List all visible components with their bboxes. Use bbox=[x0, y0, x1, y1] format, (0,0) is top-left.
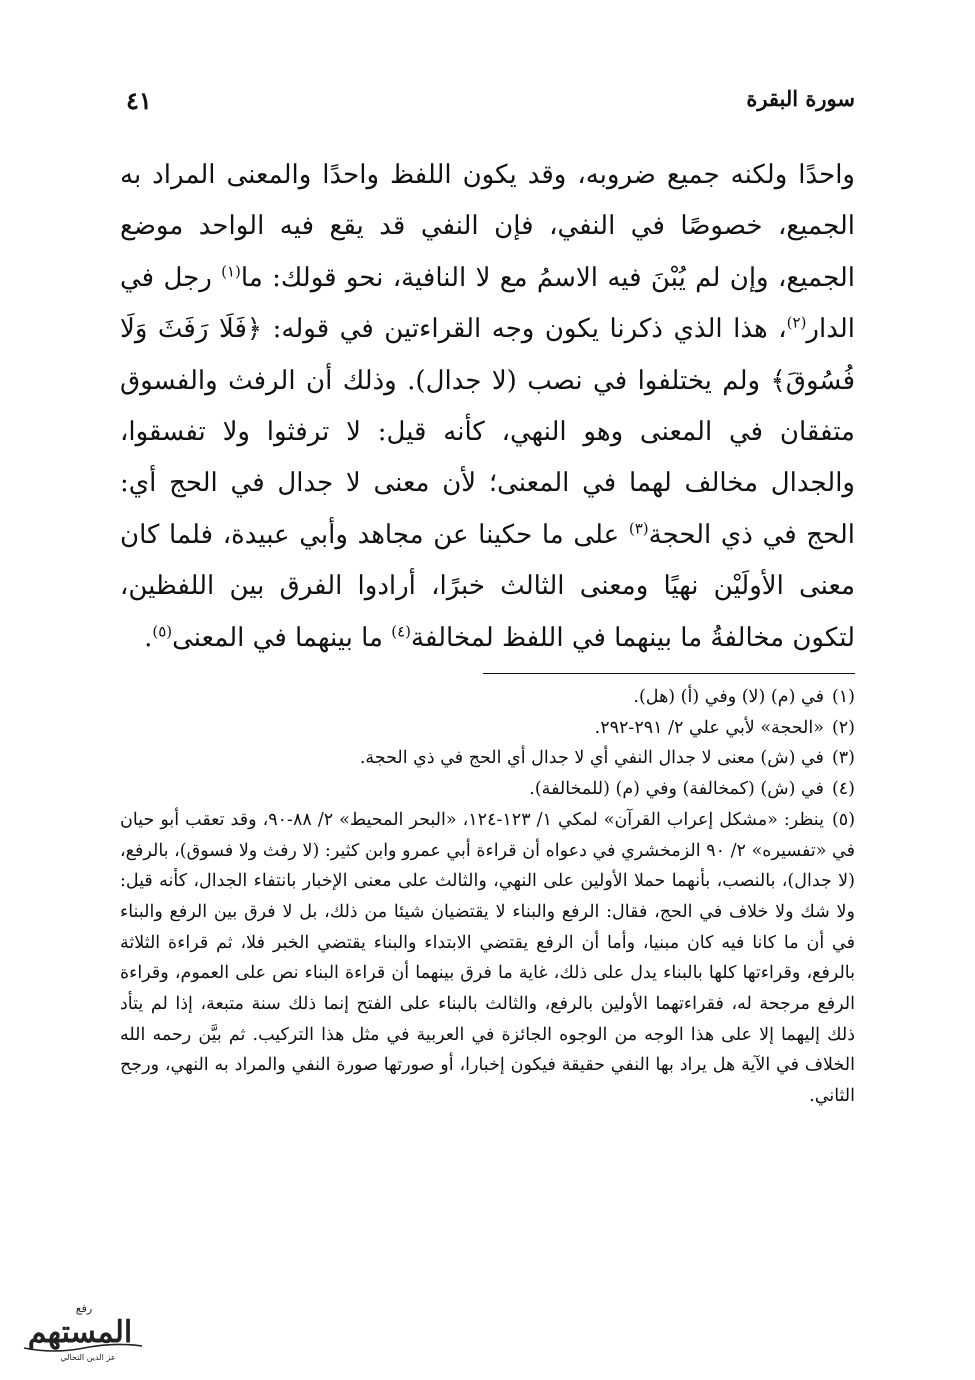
main-text-segment: على ما حكينا عن مجاهد وأبي عبيدة، فلما كان معنى الأولَيْن نهيًا ومعنى الثالث خبرًا، أرادوا الفرق بين اللفظين، لتكون مخالفةُ ما بينهما في اللفظ لمخالفة bbox=[120, 519, 855, 653]
footnote-number: (٣) bbox=[831, 748, 855, 769]
footnote-number: (٤) bbox=[831, 779, 855, 800]
main-text-segment: رجل في الدار bbox=[120, 262, 855, 345]
footnote-text: ينظر: «مشكل إعراب القرآن» لمكي ١/ ١٢٣-١٢٤، «البحر المحيط» ٢/ ٨٨-٩٠، وقد تعقب أبو حيان في «تفسيره» ٢/ ٩٠ الزمخشري في دعواه أن قراءة أبي عمرو وابن كثير: (لا رفث ولا فسوق)، بالرفع، (لا جدال)، بالنصب، بأنهما حملا الأولين على النهي، والثالث على معنى الإخبار بانتفاء الجدال، كأنه قيل: ولا شك ولا خلاف في الحج، فقال: الرفع والبناء لا يقتضيان شيئا من ذلك، بل لا فرق بين الرفع والبناء في أن ما كانا فيه كان مبنيا، وأما أن الرفع يقتضي الابتداء والبناء يقتضي الخبر فلا، ثم قراءة الثلاثة بالرفع، وقراءتها كلها بالبناء يدل على ذلك، غاية ما فرق بينهما أن قراءة البناء نص على العموم، وقراءة الرفع مرجحة له، فقراءتهما الأولين بالرفع، والثالث بالبناء على الفتح إنما ذلك سنة متبعة، إذا لم يتأد ذلك إليهما إلا على هذا الوجه من الوجوه الجائزة في العربية في مثل هذا التركيب. ثم بيَّن رحمه الله الخلاف في الآية هل يراد بها النفي حقيقة فيكون إخبارا، أو صورتها صورة النفي والمراد به النهي، ورجح الثاني. bbox=[120, 809, 855, 1107]
footnote-ref-2: (٢) bbox=[786, 313, 807, 332]
footnote-ref-3: (٣) bbox=[628, 519, 649, 538]
main-text-segment: ، هذا الذي ذكرنا يكون وجه القراءتين في قوله: ﴿فَلَا رَفَثَ وَلَا فُسُوقَ﴾ ولم يختلفوا في نصب (لا جدال). وذلك أن الرفث والفسوق متفقان في المعنى وهو النهي، كأنه قيل: لا ترفثوا ولا تفسقوا، والجدال مخالف لهما في المعنى؛ لأن معنى لا جدال في الحج أي: الحج في ذي الحجة bbox=[120, 314, 855, 550]
footnote-text: في (م) (لا) وفي (أ) (هل). bbox=[633, 687, 824, 707]
publisher-logo bbox=[14, 1298, 149, 1364]
logo-top-word: رفع bbox=[75, 1302, 93, 1315]
footnote-number: (٥) bbox=[831, 809, 856, 830]
page-header bbox=[120, 78, 855, 128]
footnote-separator bbox=[483, 673, 855, 674]
footnote-4 bbox=[120, 774, 855, 805]
footnote-number: (٢) bbox=[831, 717, 855, 738]
main-paragraph bbox=[120, 150, 855, 664]
main-text bbox=[120, 150, 855, 664]
footnote-ref-1: (١) bbox=[221, 262, 241, 281]
footnote-1 bbox=[120, 682, 855, 713]
surah-title: سورة البقرة bbox=[746, 86, 855, 111]
page-number: ٤١ bbox=[126, 86, 152, 115]
logo-main-word: المستهم bbox=[27, 1315, 133, 1350]
main-text-segment: ما بينهما في المعنى bbox=[172, 622, 392, 653]
footnote-ref-4: (٤) bbox=[391, 622, 412, 640]
main-text-end: . bbox=[144, 622, 153, 653]
footnote-5 bbox=[120, 805, 855, 1112]
footnote-text: في (ش) معنى لا جدال النفي أي لا جدال أي الحج في ذي الحجة. bbox=[359, 748, 824, 769]
footnote-number: (١) bbox=[831, 687, 855, 707]
footnote-text: في (ش) (كمخالفة) وفي (م) (للمخالفة). bbox=[529, 779, 824, 800]
footnote-text: «الحجة» لأبي علي ٢/ ٢٩١-٢٩٢. bbox=[594, 717, 824, 738]
logo-small-line: عز الدين التحالي bbox=[60, 1353, 116, 1362]
footnotes bbox=[120, 682, 855, 1112]
footnote-2 bbox=[120, 713, 855, 744]
footnote-3 bbox=[120, 743, 855, 774]
main-text-segment: واحدًا ولكنه جميع ضروبه، وقد يكون اللفظ واحدًا والمعنى المراد به الجميع، خصوصًا في النفي، فإن النفي قد يقع فيه الواحد موضع الجميع، وإن لم يُبْنَ فيه الاسمُ مع لا النافية، نحو قولك: ما bbox=[120, 160, 855, 293]
footnote-ref-5: (٥) bbox=[152, 622, 173, 640]
